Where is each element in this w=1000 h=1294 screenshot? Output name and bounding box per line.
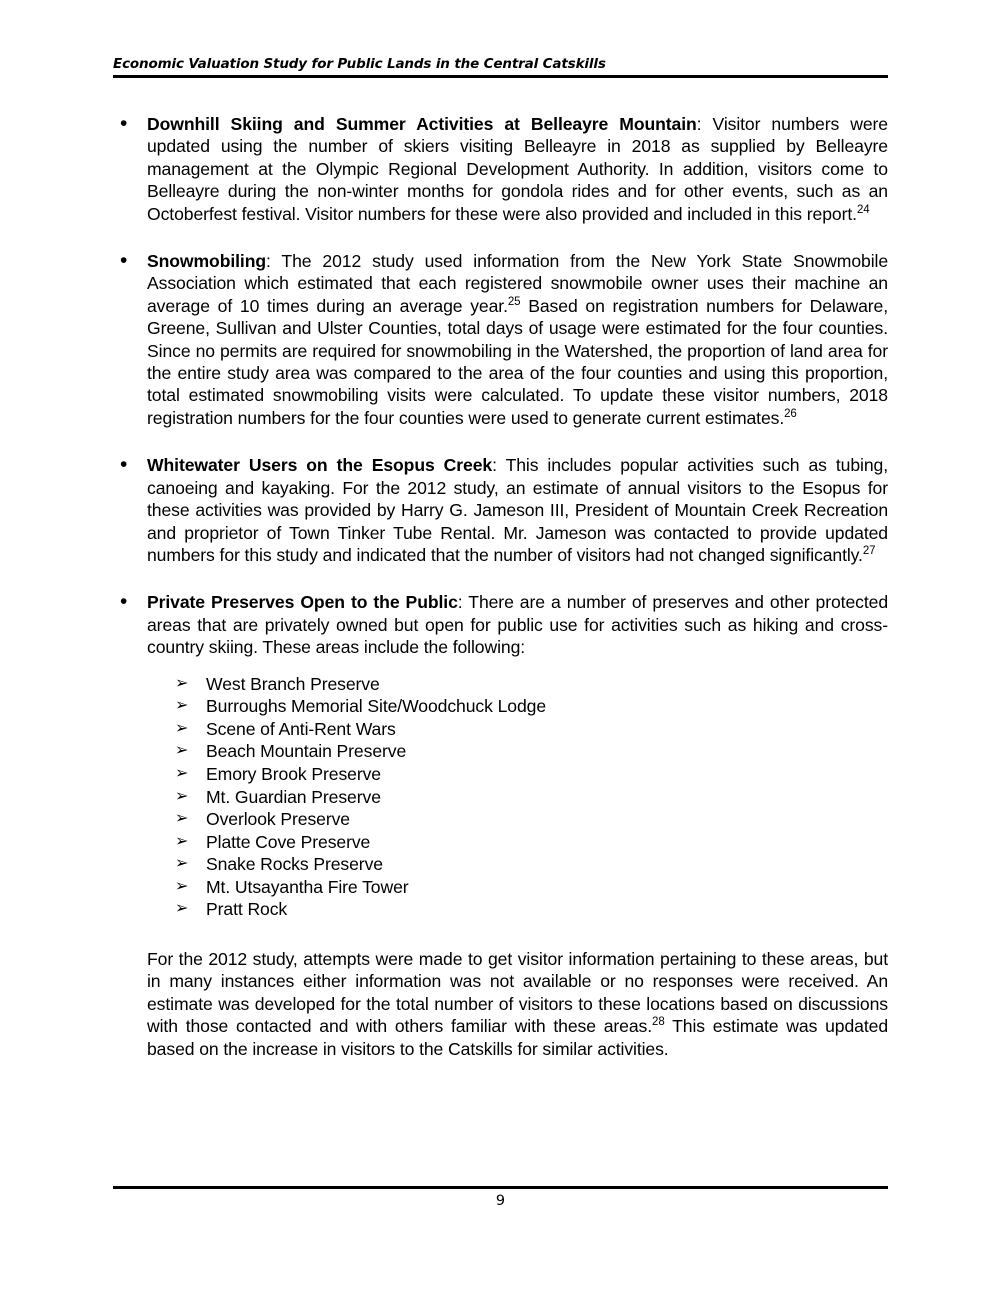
arrow-bullet-icon: ➢ bbox=[175, 717, 189, 737]
preserve-list-item-label: Emory Brook Preserve bbox=[206, 763, 381, 784]
bullet-list bbox=[113, 113, 888, 921]
preserve-list-item-label: Pratt Rock bbox=[206, 899, 288, 920]
closing-paragraph bbox=[147, 948, 888, 1060]
footnote-reference-27: 27 bbox=[862, 544, 876, 557]
bullet-body: : This includes popular activities such as tubing, canoeing and kayaking. For the 2012 study, an estimate of annual visitors to the Esopus for these activities was provided by Harry G. Jameson III, President of Mountain Creek Recreation and proprietor of Town Tinker Tube Rental. Mr. Jameson was contacted to provide updated numbers for this study and indicated that the number of visitors had not changed significantly. bbox=[147, 455, 888, 565]
preserve-list-item-label: Burroughs Memorial Site/Woodchuck Lodge bbox=[206, 696, 547, 717]
arrow-bullet-icon: ➢ bbox=[175, 830, 189, 850]
preserve-list-item-label: Beach Mountain Preserve bbox=[206, 741, 407, 762]
arrow-bullet-icon: ➢ bbox=[175, 695, 189, 715]
preserve-list-item bbox=[175, 673, 888, 696]
preserve-list-item bbox=[175, 786, 888, 809]
arrow-bullet-icon: ➢ bbox=[175, 875, 189, 895]
arrow-bullet-icon: ➢ bbox=[175, 672, 189, 692]
bullet-paragraph bbox=[147, 591, 888, 658]
page-number: 9 bbox=[495, 1193, 506, 1209]
bullet-lead-in: Private Preserves Open to the Public bbox=[147, 592, 458, 613]
preserve-list-item bbox=[175, 808, 888, 831]
preserve-list-item-label: Snake Rocks Preserve bbox=[206, 854, 383, 875]
preserve-list-item bbox=[175, 763, 888, 786]
preserve-list-item bbox=[175, 695, 888, 718]
arrow-bullet-icon: ➢ bbox=[175, 898, 189, 918]
closing-part2: This estimate was updated based on the increase in visitors to the Catskills for similar activities. bbox=[147, 1016, 889, 1059]
preserve-list-item bbox=[175, 898, 888, 921]
footer-rule bbox=[113, 1186, 888, 1189]
footnote-reference-28: 28 bbox=[652, 1016, 665, 1029]
bullet-item-snowmobiling bbox=[113, 250, 888, 429]
preserve-list-item bbox=[175, 740, 888, 763]
preserve-list-item-label: Mt. Utsayantha Fire Tower bbox=[206, 876, 409, 897]
header-rule bbox=[113, 75, 888, 78]
footnote-reference-25: 25 bbox=[507, 295, 521, 308]
preserve-sublist bbox=[147, 673, 888, 922]
bullet-lead-in: Snowmobiling bbox=[147, 251, 267, 272]
preserve-list-item-label: Scene of Anti-Rent Wars bbox=[206, 718, 396, 739]
footnote-reference-24: 24 bbox=[856, 203, 870, 216]
arrow-bullet-icon: ➢ bbox=[175, 808, 189, 828]
arrow-bullet-icon: ➢ bbox=[175, 762, 189, 782]
preserve-list-item-label: West Branch Preserve bbox=[206, 673, 380, 694]
bullet-body-part1: : The 2012 study used information from the New York State Snowmobile Association which estimated that each registered snowmobile owner uses their machine an average of 10 times during an average year. bbox=[147, 251, 888, 316]
disc-bullet-icon: • bbox=[120, 249, 128, 273]
page-content bbox=[113, 113, 888, 1060]
header-title: Economic Valuation Study for Public Lands in the Central Catskills bbox=[113, 56, 606, 72]
arrow-bullet-icon: ➢ bbox=[175, 853, 189, 873]
bullet-body: : Visitor numbers were updated using the number of skiers visiting Belleayre in 2018 as supplied by Belleayre management at the Olympic Regional Development Authority. In addition, visitors come to Belleayre during the non-winter months for gondola rides and for other events, such as an Octoberfest festival. Visitor numbers for these were also provided and included in this report. bbox=[147, 114, 888, 224]
preserve-list-item bbox=[175, 876, 888, 899]
bullet-paragraph bbox=[147, 454, 888, 566]
bullet-body: : There are a number of preserves and other protected areas that are privately owned but open for public use for activities such as hiking and cross-country skiing. These areas include the following: bbox=[147, 592, 888, 658]
preserve-list-item-label: Mt. Guardian Preserve bbox=[206, 786, 381, 807]
bullet-paragraph bbox=[147, 113, 888, 225]
closing-block bbox=[113, 948, 888, 1060]
preserve-list-item bbox=[175, 853, 888, 876]
arrow-bullet-icon: ➢ bbox=[175, 740, 189, 760]
footnote-reference-26: 26 bbox=[784, 407, 797, 420]
bullet-lead-in: Downhill Skiing and Summer Activities at Belleayre Mountain bbox=[147, 114, 697, 134]
disc-bullet-icon: • bbox=[120, 453, 128, 477]
bullet-item-downhill-skiing bbox=[113, 113, 888, 225]
bullet-item-private-preserves bbox=[113, 591, 888, 921]
page-footer bbox=[113, 1186, 888, 1211]
bullet-paragraph bbox=[147, 250, 888, 429]
preserve-list-item-label: Platte Cove Preserve bbox=[206, 831, 371, 852]
disc-bullet-icon: • bbox=[120, 590, 128, 614]
bullet-item-whitewater-users bbox=[113, 454, 888, 566]
closing-part1: For the 2012 study, attempts were made to get visitor information pertaining to these areas, but in many instances either information was not available or no responses were received. An estimate was developed for the total number of visitors to these locations based on discussions with those contacted and with others familiar with these areas. bbox=[147, 949, 888, 1037]
preserve-list-item bbox=[175, 718, 888, 741]
arrow-bullet-icon: ➢ bbox=[175, 785, 189, 805]
bullet-body-part2: Based on registration numbers for Delaware, Greene, Sullivan and Ulster Counties, total days of usage were estimated for the four counties. Since no permits are required for snowmobiling in the Watershed, the proportion of land area for the entire study area was compared to the area of the four counties and using this proportion, total estimated snowmobiling visits were calculated. To update these visitor numbers, 2018 registration numbers for the four counties were used to generate current estimates. bbox=[147, 295, 888, 428]
preserve-list-item-label: Overlook Preserve bbox=[206, 809, 350, 830]
disc-bullet-icon: • bbox=[120, 112, 128, 135]
bullet-lead-in: Whitewater Users on the Esopus Creek bbox=[147, 455, 493, 476]
preserve-list-item bbox=[175, 831, 888, 854]
page-header bbox=[113, 56, 888, 78]
